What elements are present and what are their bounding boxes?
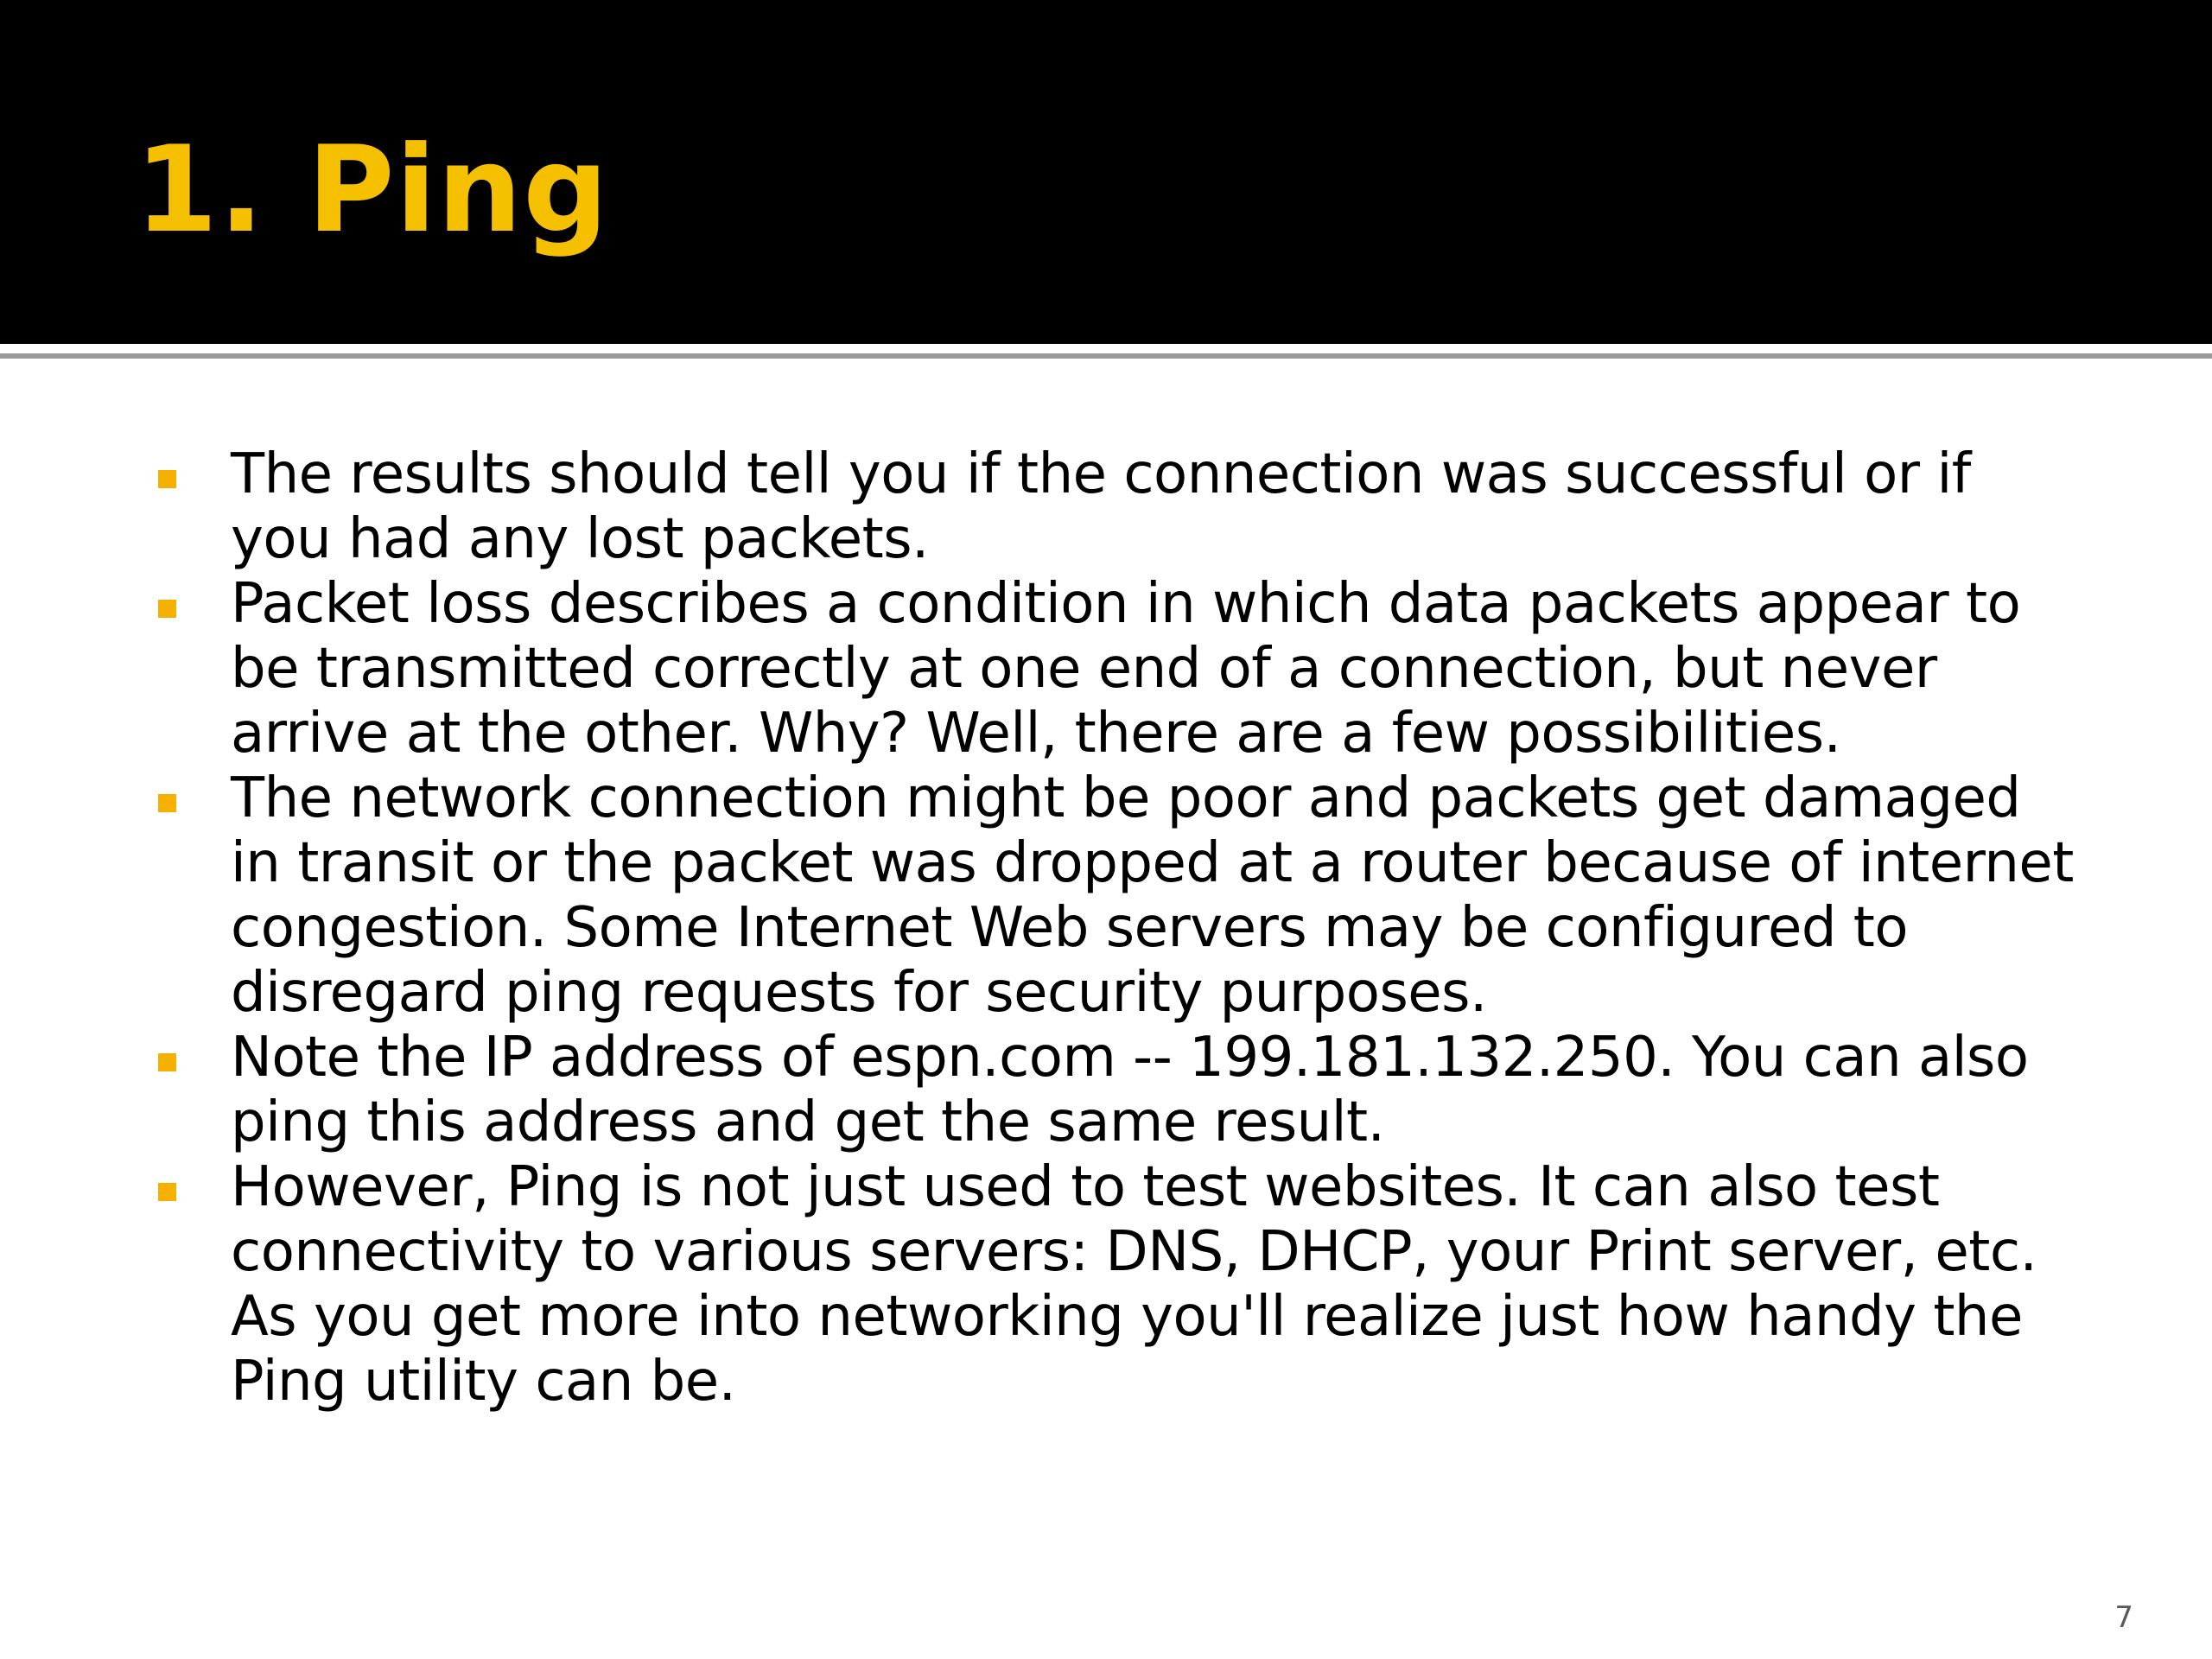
slide-title: 1. Ping bbox=[135, 120, 609, 259]
bullet-item bbox=[0, 442, 2080, 572]
bullet-text: Packet loss describes a condition in which data packets appear to be transmitted correctly at one end of a connection, but never arrive at the other. Why? Well, there are a few possibilities. bbox=[231, 572, 2021, 766]
bullet-item bbox=[0, 1026, 2080, 1155]
title-divider-gap bbox=[0, 344, 2212, 353]
bullet-list bbox=[0, 442, 2212, 1414]
bullet-item bbox=[0, 1155, 2080, 1414]
bullet-text: The network connection might be poor and packets get damaged in transit or the packet was dropped at a router because of internet congestion. Some Internet Web servers may be configured to disregard ping requests for security purposes. bbox=[231, 766, 2074, 1025]
bullet-item bbox=[0, 766, 2080, 1026]
square-bullet-icon bbox=[158, 794, 176, 812]
square-bullet-icon bbox=[158, 600, 176, 618]
slide-number: 7 bbox=[2114, 1600, 2133, 1635]
title-divider-line bbox=[0, 353, 2212, 359]
title-band bbox=[0, 0, 2212, 344]
bullet-text: Note the IP address of espn.com -- 199.181.132.250. You can also ping this address and get the same result. bbox=[231, 1026, 2029, 1154]
bullet-text: The results should tell you if the connection was successful or if you had any lost packets. bbox=[231, 442, 1971, 571]
square-bullet-icon bbox=[158, 470, 176, 488]
bullet-text: However, Ping is not just used to test websites. It can also test connectivity to various servers: DNS, DHCP, your Print server, etc. As you get more into networking you'll realize just how handy the Ping utility can be. bbox=[231, 1155, 2037, 1414]
square-bullet-icon bbox=[158, 1053, 176, 1071]
square-bullet-icon bbox=[158, 1183, 176, 1201]
bullet-item bbox=[0, 572, 2080, 766]
